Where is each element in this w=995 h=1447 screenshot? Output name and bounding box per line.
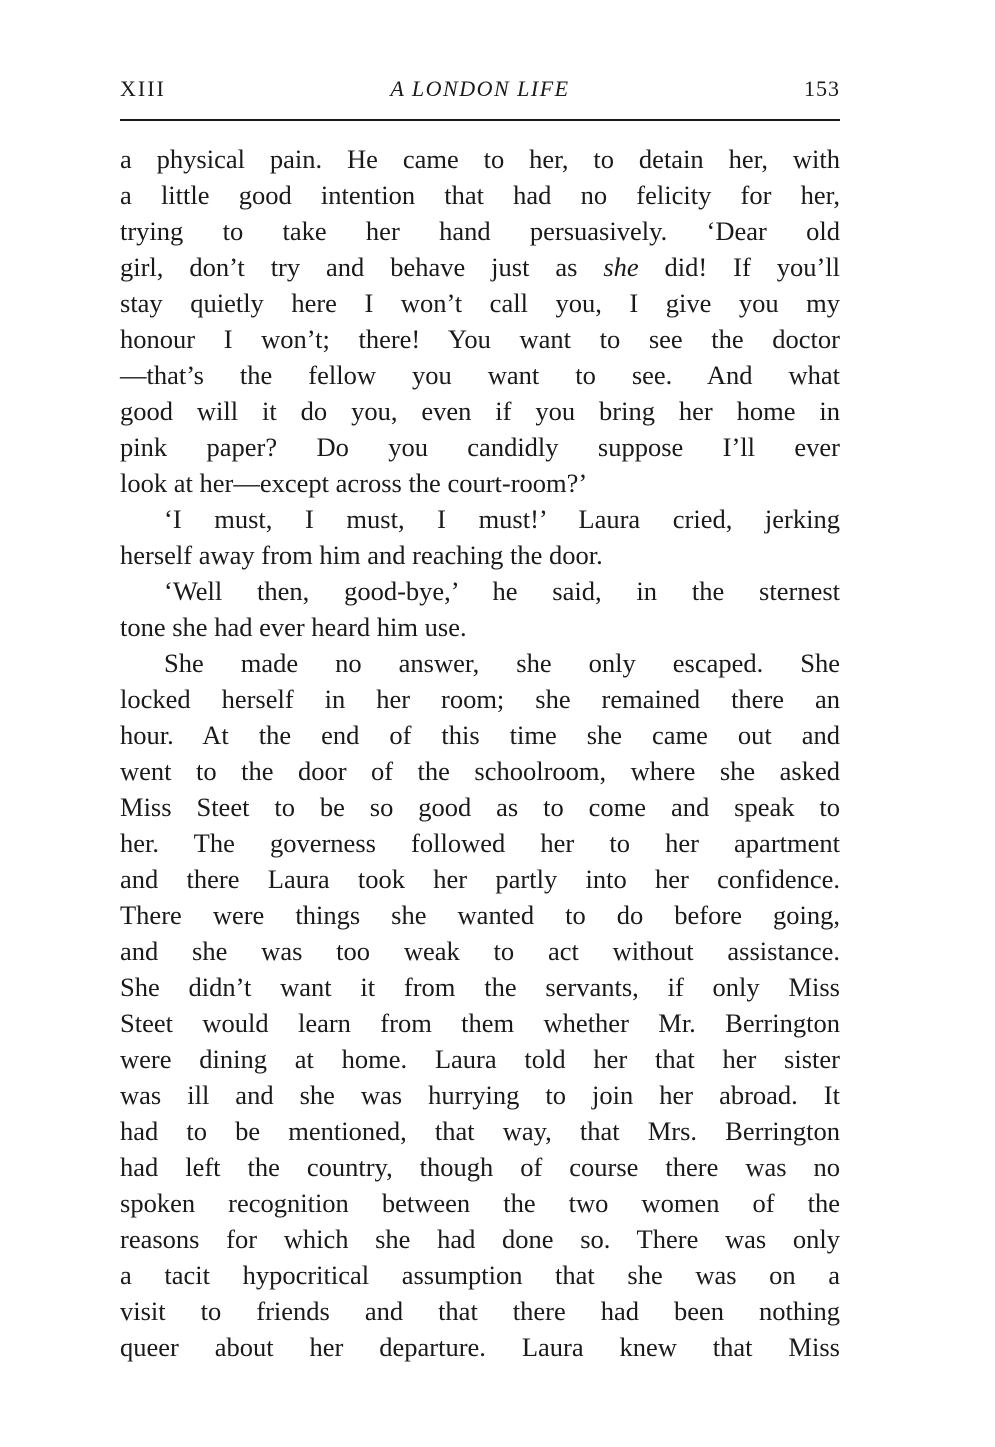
text-line: Miss Steet to be so good as to come and speak to (120, 792, 840, 822)
text-line: reasons for which she had done so. There was only (120, 1224, 840, 1254)
text-line: good will it do you, even if you bring her home in (120, 396, 840, 426)
text-line: herself away from him and reaching the door. (120, 540, 603, 570)
text-line: There were things she wanted to do before going, (120, 900, 840, 930)
header-rule (120, 119, 840, 121)
text-line: locked herself in her room; she remained there an (120, 684, 840, 714)
text-line: She made no answer, she only escaped. She (164, 648, 840, 678)
text-line: queer about her departure. Laura knew that Miss (120, 1332, 840, 1362)
text-line: visit to friends and that there had been nothing (120, 1296, 840, 1326)
text-line: pink paper? Do you candidly suppose I’ll ever (120, 432, 840, 462)
text-line: tone she had ever heard him use. (120, 612, 467, 642)
text-line: ‘Well then, good-bye,’ he said, in the sternest (164, 576, 840, 606)
text-line: a tacit hypocritical assumption that she was on a (120, 1260, 840, 1290)
text-line: She didn’t want it from the servants, if only Miss (120, 972, 840, 1002)
text-line: were dining at home. Laura told her that her sister (120, 1044, 840, 1074)
text-line: trying to take her hand persuasively. ‘Dear old (120, 216, 840, 246)
running-header (120, 76, 840, 108)
text-line: had to be mentioned, that way, that Mrs. Berrington (120, 1116, 840, 1146)
text-line: a little good intention that had no felicity for her, (120, 180, 840, 210)
text-line: spoken recognition between the two women of the (120, 1188, 840, 1218)
text-line: ‘I must, I must, I must!’ Laura cried, jerking (164, 504, 840, 534)
text-line: look at her—except across the court-room?’ (120, 468, 588, 498)
text-line: her. The governess followed her to her apartment (120, 828, 840, 858)
text-line: went to the door of the schoolroom, where she asked (120, 756, 840, 786)
body-text (120, 141, 840, 1365)
running-title: A LONDON LIFE (390, 76, 570, 101)
text-line: and there Laura took her partly into her confidence. (120, 864, 840, 894)
text-line: was ill and she was hurrying to join her abroad. It (120, 1080, 840, 1110)
chapter-number: XIII (120, 76, 166, 101)
text-line: stay quietly here I won’t call you, I give you my (120, 288, 840, 318)
text-line: had left the country, though of course there was no (120, 1152, 840, 1182)
text-line: and she was too weak to act without assistance. (120, 936, 840, 966)
text-line: —that’s the fellow you want to see. And what (120, 360, 840, 390)
text-line: honour I won’t; there! You want to see the doctor (120, 324, 840, 354)
page-number: 153 (804, 76, 840, 101)
text-line: hour. At the end of this time she came out and (120, 720, 840, 750)
text-line: girl, don’t try and behave just as she did! If you’ll (120, 252, 841, 282)
text-line: a physical pain. He came to her, to detain her, with (120, 144, 840, 174)
text-line: Steet would learn from them whether Mr. Berrington (120, 1008, 840, 1038)
